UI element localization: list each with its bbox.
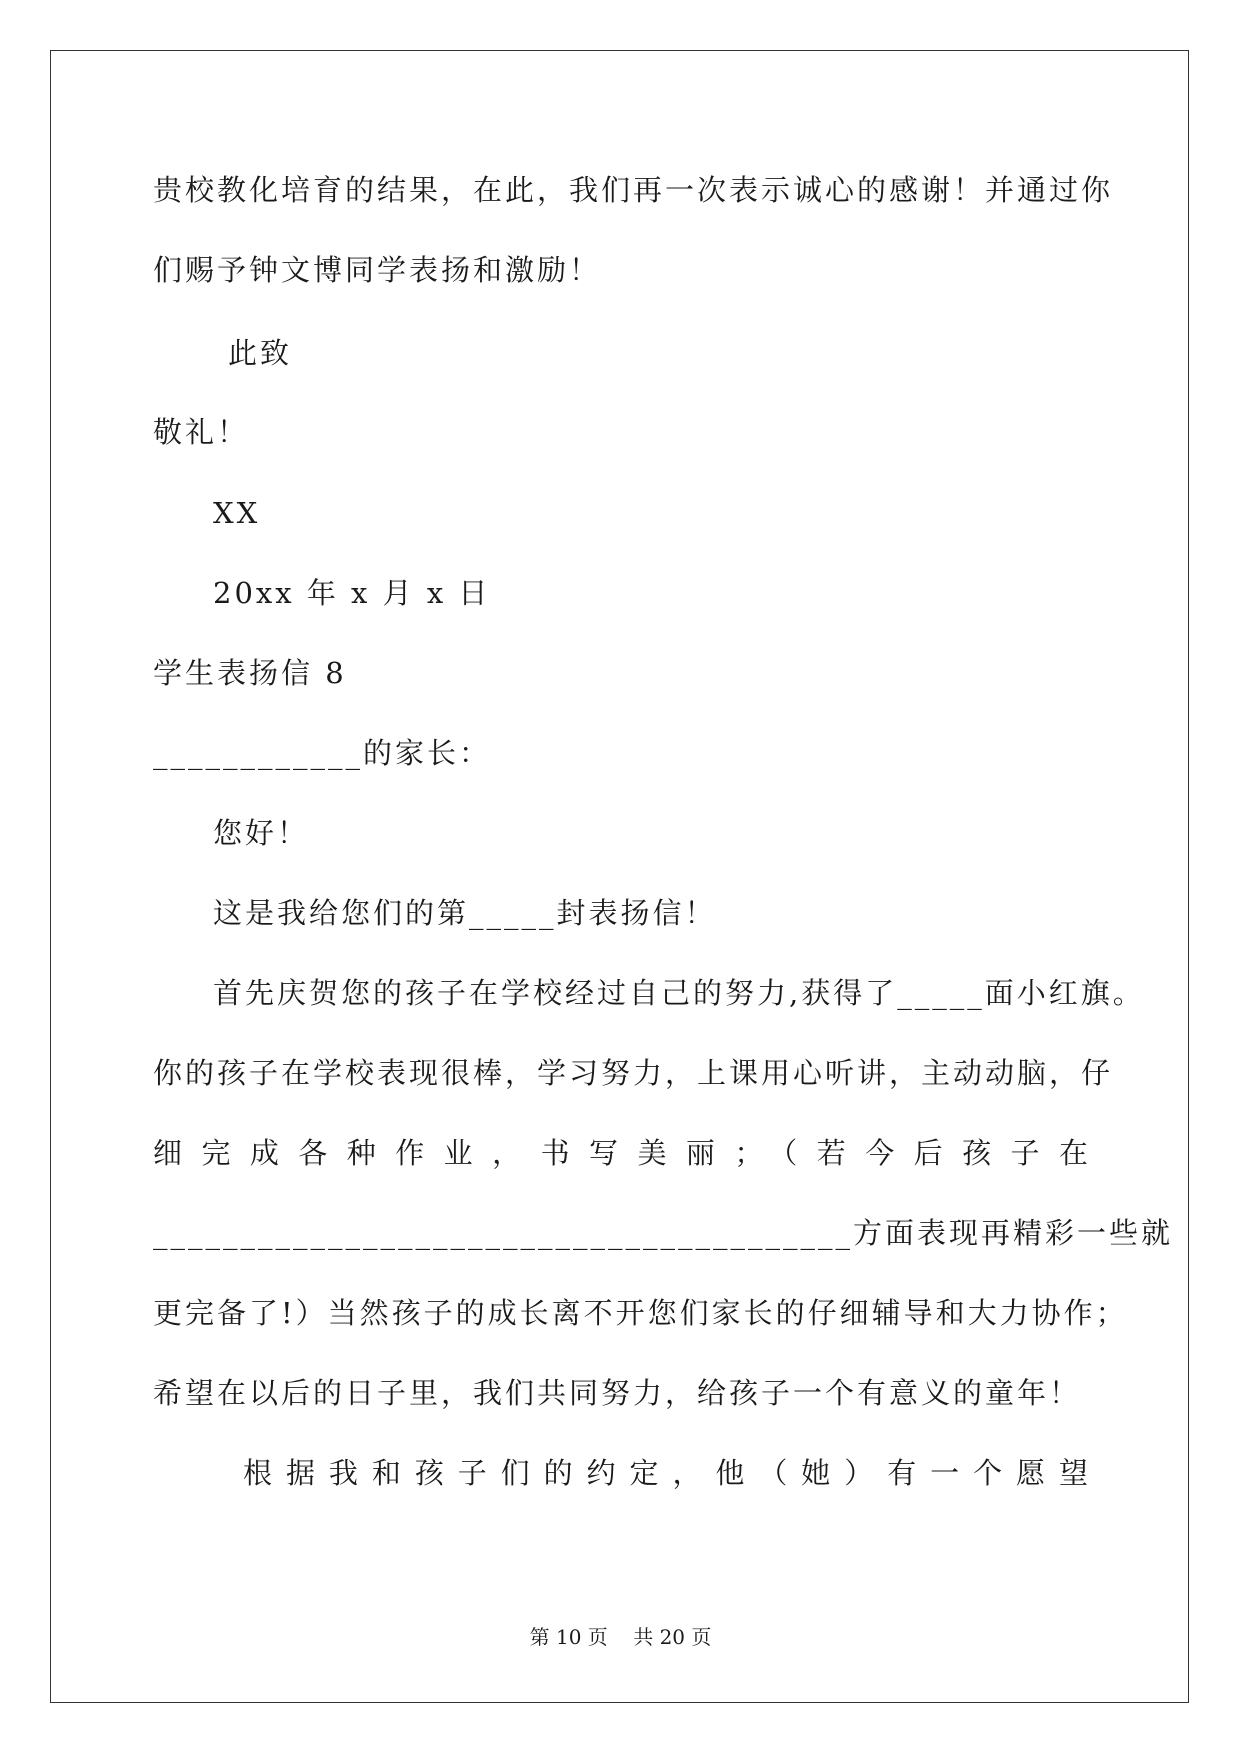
page-total: 共 20 页 (633, 1625, 712, 1649)
closing-salutation: 此致 (228, 336, 293, 370)
paragraph-line-7: ________________________________________方面表现再精彩一些就 (153, 1216, 1174, 1250)
paragraph-line-6: 细完成各种作业，书写美丽；（若今后孩子在 (153, 1136, 1088, 1170)
letter-recipient: ____________的家长： (153, 736, 492, 770)
closing-respect: 敬礼！ (153, 415, 250, 449)
paragraph-line-5: 你的孩子在学校表现很棒，学习努力，上课用心听讲，主动动脑，仔 (153, 1056, 1114, 1090)
paragraph-line-1: 贵校教化培育的结果，在此，我们再一次表示诚心的感谢！并通过你 (153, 173, 1114, 207)
paragraph-line-9: 希望在以后的日子里，我们共同努力，给孩子一个有意义的童年！ (153, 1376, 1082, 1410)
letter-greeting: 您好！ (213, 816, 310, 850)
paragraph-line-2: 们赐予钟文博同学表扬和激励！ (153, 253, 602, 287)
paragraph-line-3: 这是我给您们的第_____封表扬信！ (213, 896, 717, 930)
page-number: 第 10 页 (529, 1625, 608, 1649)
paragraph-line-10: 根据我和孩子们的约定，他（她）有一个愿望 (243, 1456, 1088, 1490)
page-footer (0, 1625, 1241, 1649)
paragraph-line-4: 首先庆贺您的孩子在学校经过自己的努力,获得了_____面小红旗。 (213, 976, 1145, 1010)
paragraph-line-8: 更完备了!）当然孩子的成长离不开您们家长的仔细辅导和大力协作； (153, 1296, 1128, 1330)
signature-date: 20xx 年 x 月 x 日 (213, 576, 491, 610)
section-title: 学生表扬信 8 (153, 656, 347, 690)
signature-name: XX (213, 496, 261, 530)
